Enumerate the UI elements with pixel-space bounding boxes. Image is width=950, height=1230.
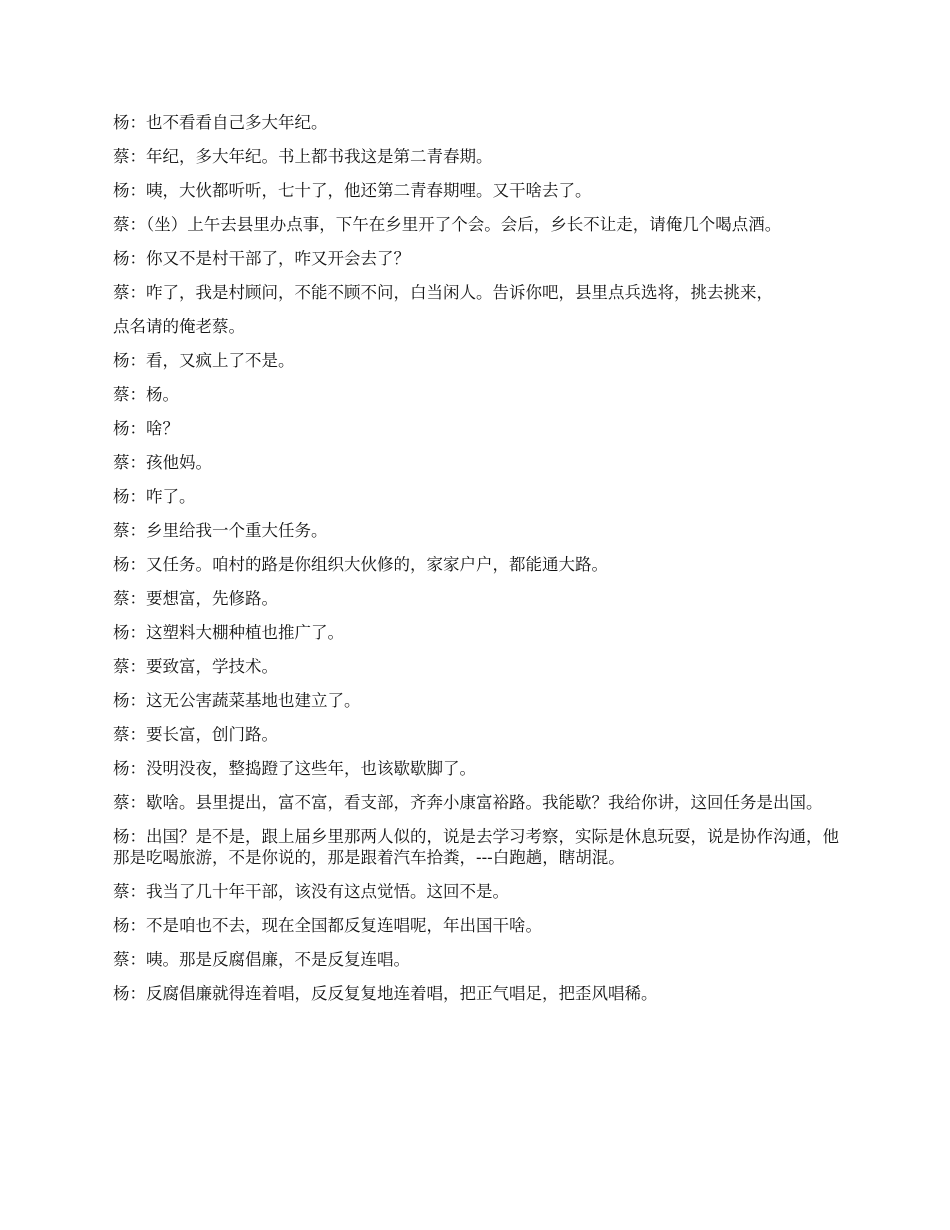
dialogue-line: 蔡：咋了，我是村顾问，不能不顾不问，白当闲人。告诉你吧，县里点兵选将，挑去挑来， xyxy=(113,283,773,302)
dialogue-line: 杨：这无公害蔬菜基地也建立了。 xyxy=(113,691,361,710)
dialogue-line: 蔡：乡里给我一个重大任务。 xyxy=(113,521,328,540)
dialogue-line: 杨：咦，大伙都听听，七十了，他还第二青春期哩。又干啥去了。 xyxy=(113,181,592,200)
dialogue-line: 杨：出国？是不是，跟上届乡里那两人似的，说是去学习考察，实际是休息玩耍，说是协作沟通，他那是吃喝旅游，不是你说的，那是跟着汽车拾粪，---白跑趟，瞎胡混。 xyxy=(113,827,839,867)
dialogue-line: 蔡：要致富，学技术。 xyxy=(113,657,278,676)
dialogue-line: 杨：看，又疯上了不是。 xyxy=(113,351,295,370)
dialogue-line: 蔡：（坐）上午去县里办点事，下午在乡里开了个会。会后，乡长不让走，请俺几个喝点酒。 xyxy=(113,215,782,234)
dialogue-line: 杨：没明没夜，整捣蹬了这些年，也该歇歇脚了。 xyxy=(113,759,476,778)
dialogue-line: 杨：不是咱也不去，现在全国都反复连唱呢，年出国干啥。 xyxy=(113,916,542,935)
dialogue-line: 蔡：孩他妈。 xyxy=(113,453,212,472)
dialogue-line: 蔡：年纪，多大年纪。书上都书我这是第二青春期。 xyxy=(113,147,493,166)
dialogue-line: 蔡：杨。 xyxy=(113,385,179,404)
dialogue-text xyxy=(113,112,843,1017)
dialogue-line: 蔡：我当了几十年干部，该没有这点觉悟。这回不是。 xyxy=(113,882,509,901)
dialogue-line: 杨：又任务。咱村的路是你组织大伙修的，家家户户，都能通大路。 xyxy=(113,555,608,574)
dialogue-line: 蔡：咦。那是反腐倡廉，不是反复连唱。 xyxy=(113,950,410,969)
dialogue-line: 杨：你又不是村干部了，咋又开会去了？ xyxy=(113,249,410,268)
dialogue-line: 蔡：歇啥。县里提出，富不富，看支部，齐奔小康富裕路。我能歇？我给你讲，这回任务是出国。 xyxy=(113,793,823,812)
dialogue-line: 杨：咋了。 xyxy=(113,487,196,506)
dialogue-line: 杨：也不看看自己多大年纪。 xyxy=(113,113,328,132)
dialogue-line: 蔡：要想富，先修路。 xyxy=(113,589,278,608)
dialogue-line: 杨：这塑料大棚种植也推广了。 xyxy=(113,623,344,642)
dialogue-line: 杨：反腐倡廉就得连着唱，反反复复地连着唱，把正气唱足，把歪风唱稀。 xyxy=(113,984,658,1003)
dialogue-line: 点名请的俺老蔡。 xyxy=(113,317,245,336)
dialogue-line: 杨：啥？ xyxy=(113,419,179,438)
dialogue-line: 蔡：要长富，创门路。 xyxy=(113,725,278,744)
